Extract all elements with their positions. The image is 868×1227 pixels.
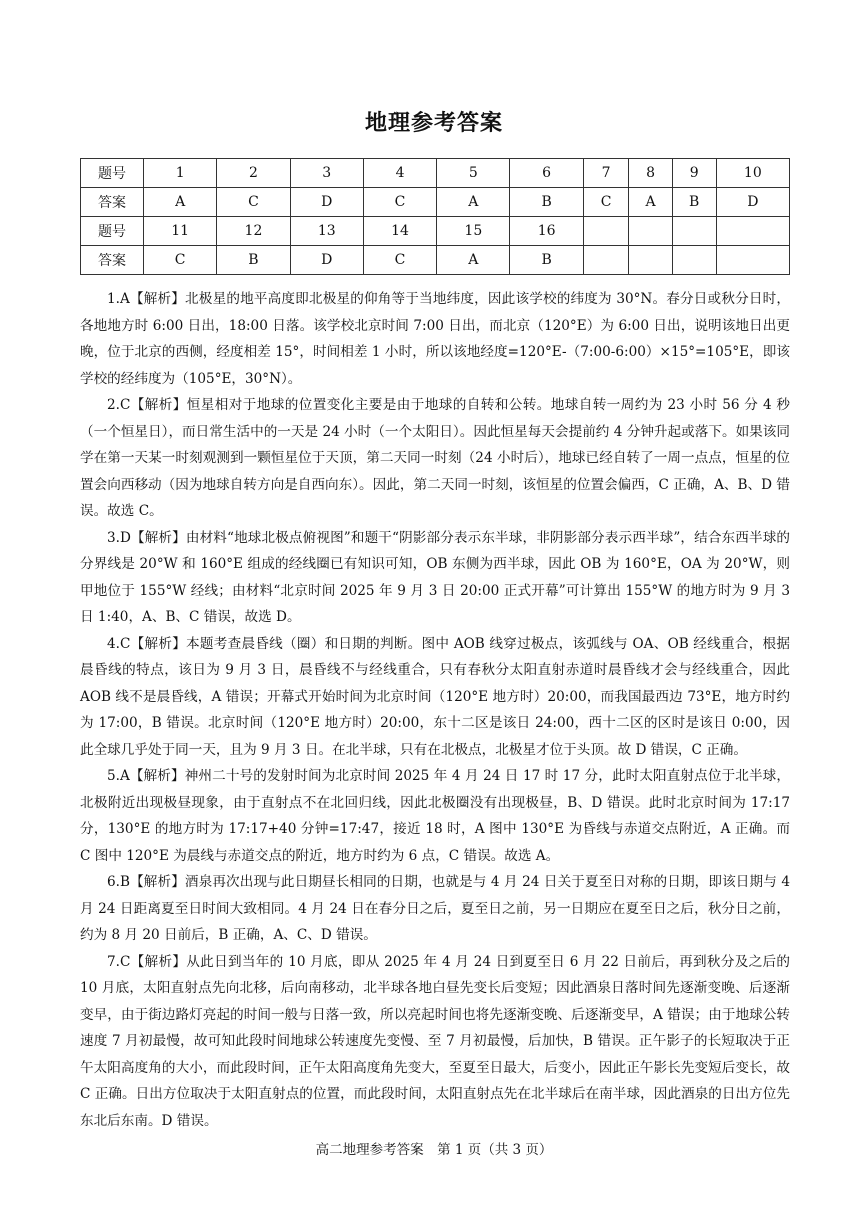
table-cell: 2: [217, 159, 290, 188]
table-cell: 7: [583, 159, 629, 188]
table-cell: C: [583, 188, 629, 217]
table-cell: D: [716, 188, 789, 217]
table-row: [81, 159, 790, 188]
explanation-answer-tag: 4.C【解析】: [107, 635, 187, 652]
table-cell: 13: [290, 217, 363, 246]
table-cell: 3: [290, 159, 363, 188]
table-cell: [583, 246, 629, 275]
explanation-paragraph: [80, 525, 790, 631]
table-cell: [629, 217, 672, 246]
answer-table: [80, 158, 790, 275]
page-title: 地理参考答案: [364, 110, 503, 136]
table-cell: [716, 217, 789, 246]
table-cell: 8: [629, 159, 672, 188]
table-cell: 11: [144, 217, 217, 246]
explanation-text: 从此日到当年的 10 月底，即从 2025 年 4 月 24 日到夏至日 6 月 22 日前后，再到秋分及之后的 10 月底，太阳直射点先向北移，后向南移动，北半球各地白昼先变长后变短；因此酒泉日落时间先逐渐变晚、后逐渐变早，由于街边路灯亮起的时间一般与日落一致，所以亮起时间也将先逐渐变晚、后逐渐变早，A 错误；由于地球公转速度 7 月初最慢，故可知此段时间地球公转速度先变慢、至 7 月初最慢，后加快，B 错误。正午影子的长短取决于正午太阳高度角的大小，而此段时间，正午太阳高度角先变大，至夏至日最大，后变小，因此正午影长先变短后变长，故 C 正确。日出方位取决于太阳直射点的位置，而此段时间，太阳直射点先在北半球后在南半球，因此酒泉的日出方位先东北后东南。D 错误。: [80, 953, 791, 1129]
table-cell: 1: [144, 159, 217, 188]
table-cell: [672, 246, 716, 275]
explanation-answer-tag: 6.B【解析】: [107, 874, 185, 890]
table-cell: A: [437, 246, 510, 275]
table-cell: [716, 246, 789, 275]
explanation-paragraph: [80, 763, 790, 869]
table-cell: A: [437, 188, 510, 217]
table-cell: B: [672, 188, 716, 217]
table-cell: [629, 246, 672, 275]
row-label: 题号: [81, 217, 144, 246]
table-cell: [583, 217, 629, 246]
explanation-paragraph: [80, 869, 790, 949]
explanation-paragraph: [80, 286, 790, 392]
table-cell: D: [290, 188, 363, 217]
explanation-answer-tag: 5.A【解析】: [107, 768, 185, 784]
table-cell: 10: [716, 159, 789, 188]
table-cell: A: [144, 188, 217, 217]
table-cell: C: [363, 246, 436, 275]
table-cell: 15: [437, 217, 510, 246]
table-cell: B: [510, 246, 583, 275]
explanation-text: 北极星的地平高度即北极星的仰角等于当地纬度，因此该学校的纬度为 30°N。春分日或秋分日时，各地地方时 6:00 日出，18:00 日落。该学校北京时间 7:00 日出，而北京（120°E）为 6:00 日出，说明该地日出更晚，位于北京的西侧，经度相差 15°，时间相差 1 小时，所以该地经度=120°E-（7:00-6:00）×15°=105°E，即该学校的经纬度为（105°E，30°N）。: [80, 291, 790, 387]
table-cell: C: [217, 188, 290, 217]
table-cell: 16: [510, 217, 583, 246]
table-row: [81, 188, 790, 217]
table-cell: A: [629, 188, 672, 217]
table-cell: 12: [217, 217, 290, 246]
explanation-text: 恒星相对于地球的位置变化主要是由于地球的自转和公转。地球自转一周约为 23 小时 56 分 4 秒（一个恒星日），而日常生活中的一天是 24 小时（一个太阳日）。因此恒星每天会提前约 4 分钟升起或落下。如果该同学在第一天某一时刻观测到一颗恒星位于天顶，第二天同一时刻（24 小时后），地球已经自转了一周一点点，恒星的位置会向西移动（因为地球自转方向是自西向东）。因此，第二天同一时刻，该恒星的位置会偏西，C 正确，A、B、D 错误。故选 C。: [80, 397, 790, 519]
table-cell: [672, 217, 716, 246]
explanation-text: 酒泉再次出现与此日期昼长相同的日期，也就是与 4 月 24 日关于夏至日对称的日期，即该日期与 4 月 24 日距离夏至日时间大致相同。4 月 24 日在春分日之后，夏至日之前，另一日期应在夏至日之后，秋分日之前，约为 8 月 20 日前后，B 正确，A、C、D 错误。: [80, 874, 790, 943]
row-label: 答案: [81, 188, 144, 217]
table-cell: B: [510, 188, 583, 217]
explanation-answer-tag: 7.C【解析】: [107, 953, 187, 970]
explanation-paragraph: [80, 949, 790, 1135]
explanation-text: 神州二十号的发射时间为北京时间 2025 年 4 月 24 日 17 时 17 分，此时太阳直射点位于北半球，北极附近出现极昼现象，由于直射点不在北回归线，因此北极圈没有出现极昼，B、D 错误。此时北京时间为 17:17 分，130°E 的地方时为 17:17+40 分钟=17:47，接近 18 时，A 图中 130°E 为昏线与赤道交点附近，A 正确。而 C 图中 120°E 为晨线与赤道交点的附近，地方时约为 6 点，C 错误。故选 A。: [80, 768, 790, 864]
table-cell: 5: [437, 159, 510, 188]
table-cell: 14: [363, 217, 436, 246]
row-label: 题号: [81, 159, 144, 188]
row-label: 答案: [81, 246, 144, 275]
table-cell: C: [144, 246, 217, 275]
explanation-answer-tag: 1.A【解析】: [107, 291, 186, 307]
page-footer: 高二地理参考答案 第 1 页（共 3 页）: [315, 1142, 553, 1158]
table-cell: 4: [363, 159, 436, 188]
explanation-paragraph: [80, 631, 790, 764]
table-cell: 9: [672, 159, 716, 188]
explanations: [80, 286, 790, 1134]
table-row: [81, 246, 790, 275]
explanation-answer-tag: 3.D【解析】: [107, 529, 186, 546]
table-cell: C: [363, 188, 436, 217]
table-row: [81, 217, 790, 246]
explanation-text: 由材料“地球北极点俯视图”和题干“阴影部分表示东半球，非阴影部分表示西半球”，结合东西半球的分界线是 20°W 和 160°E 组成的经线圈已有知识可知，OB 东侧为西半球，因此 OB 为 160°E，OA 为 20°W，则甲地位于 155°W 经线；由材料“北京时间 2025 年 9 月 3 日 20:00 正式开幕”可计算出 155°W 的地方时为 9 月 3 日 1:40，A、B、C 错误，故选 D。: [80, 529, 791, 625]
table-cell: 6: [510, 159, 583, 188]
explanation-answer-tag: 2.C【解析】: [107, 397, 187, 413]
table-cell: B: [217, 246, 290, 275]
explanation-paragraph: [80, 392, 790, 525]
table-cell: D: [290, 246, 363, 275]
explanation-text: 本题考查晨昏线（圈）和日期的判断。图中 AOB 线穿过极点，该弧线与 OA、OB 经线重合，根据晨昏线的特点，该日为 9 月 3 日，晨昏线不与经线重合，只有春秋分太阳直射赤道时晨昏线才会与经线重合，因此 AOB 线不是晨昏线，A 错误；开幕式开始时间为北京时间（120°E 地方时）20:00，而我国最西边 73°E，地方时约为 17:00，B 错误。北京时间（120°E 地方时）20:00，东十二区是该日 24:00，西十二区的区时是该日 0:00，因此全球几乎处于同一天，且为 9 月 3 日。在北半球，只有在北极点，北极星才位于头顶。故 D 错误，C 正确。: [80, 635, 790, 758]
